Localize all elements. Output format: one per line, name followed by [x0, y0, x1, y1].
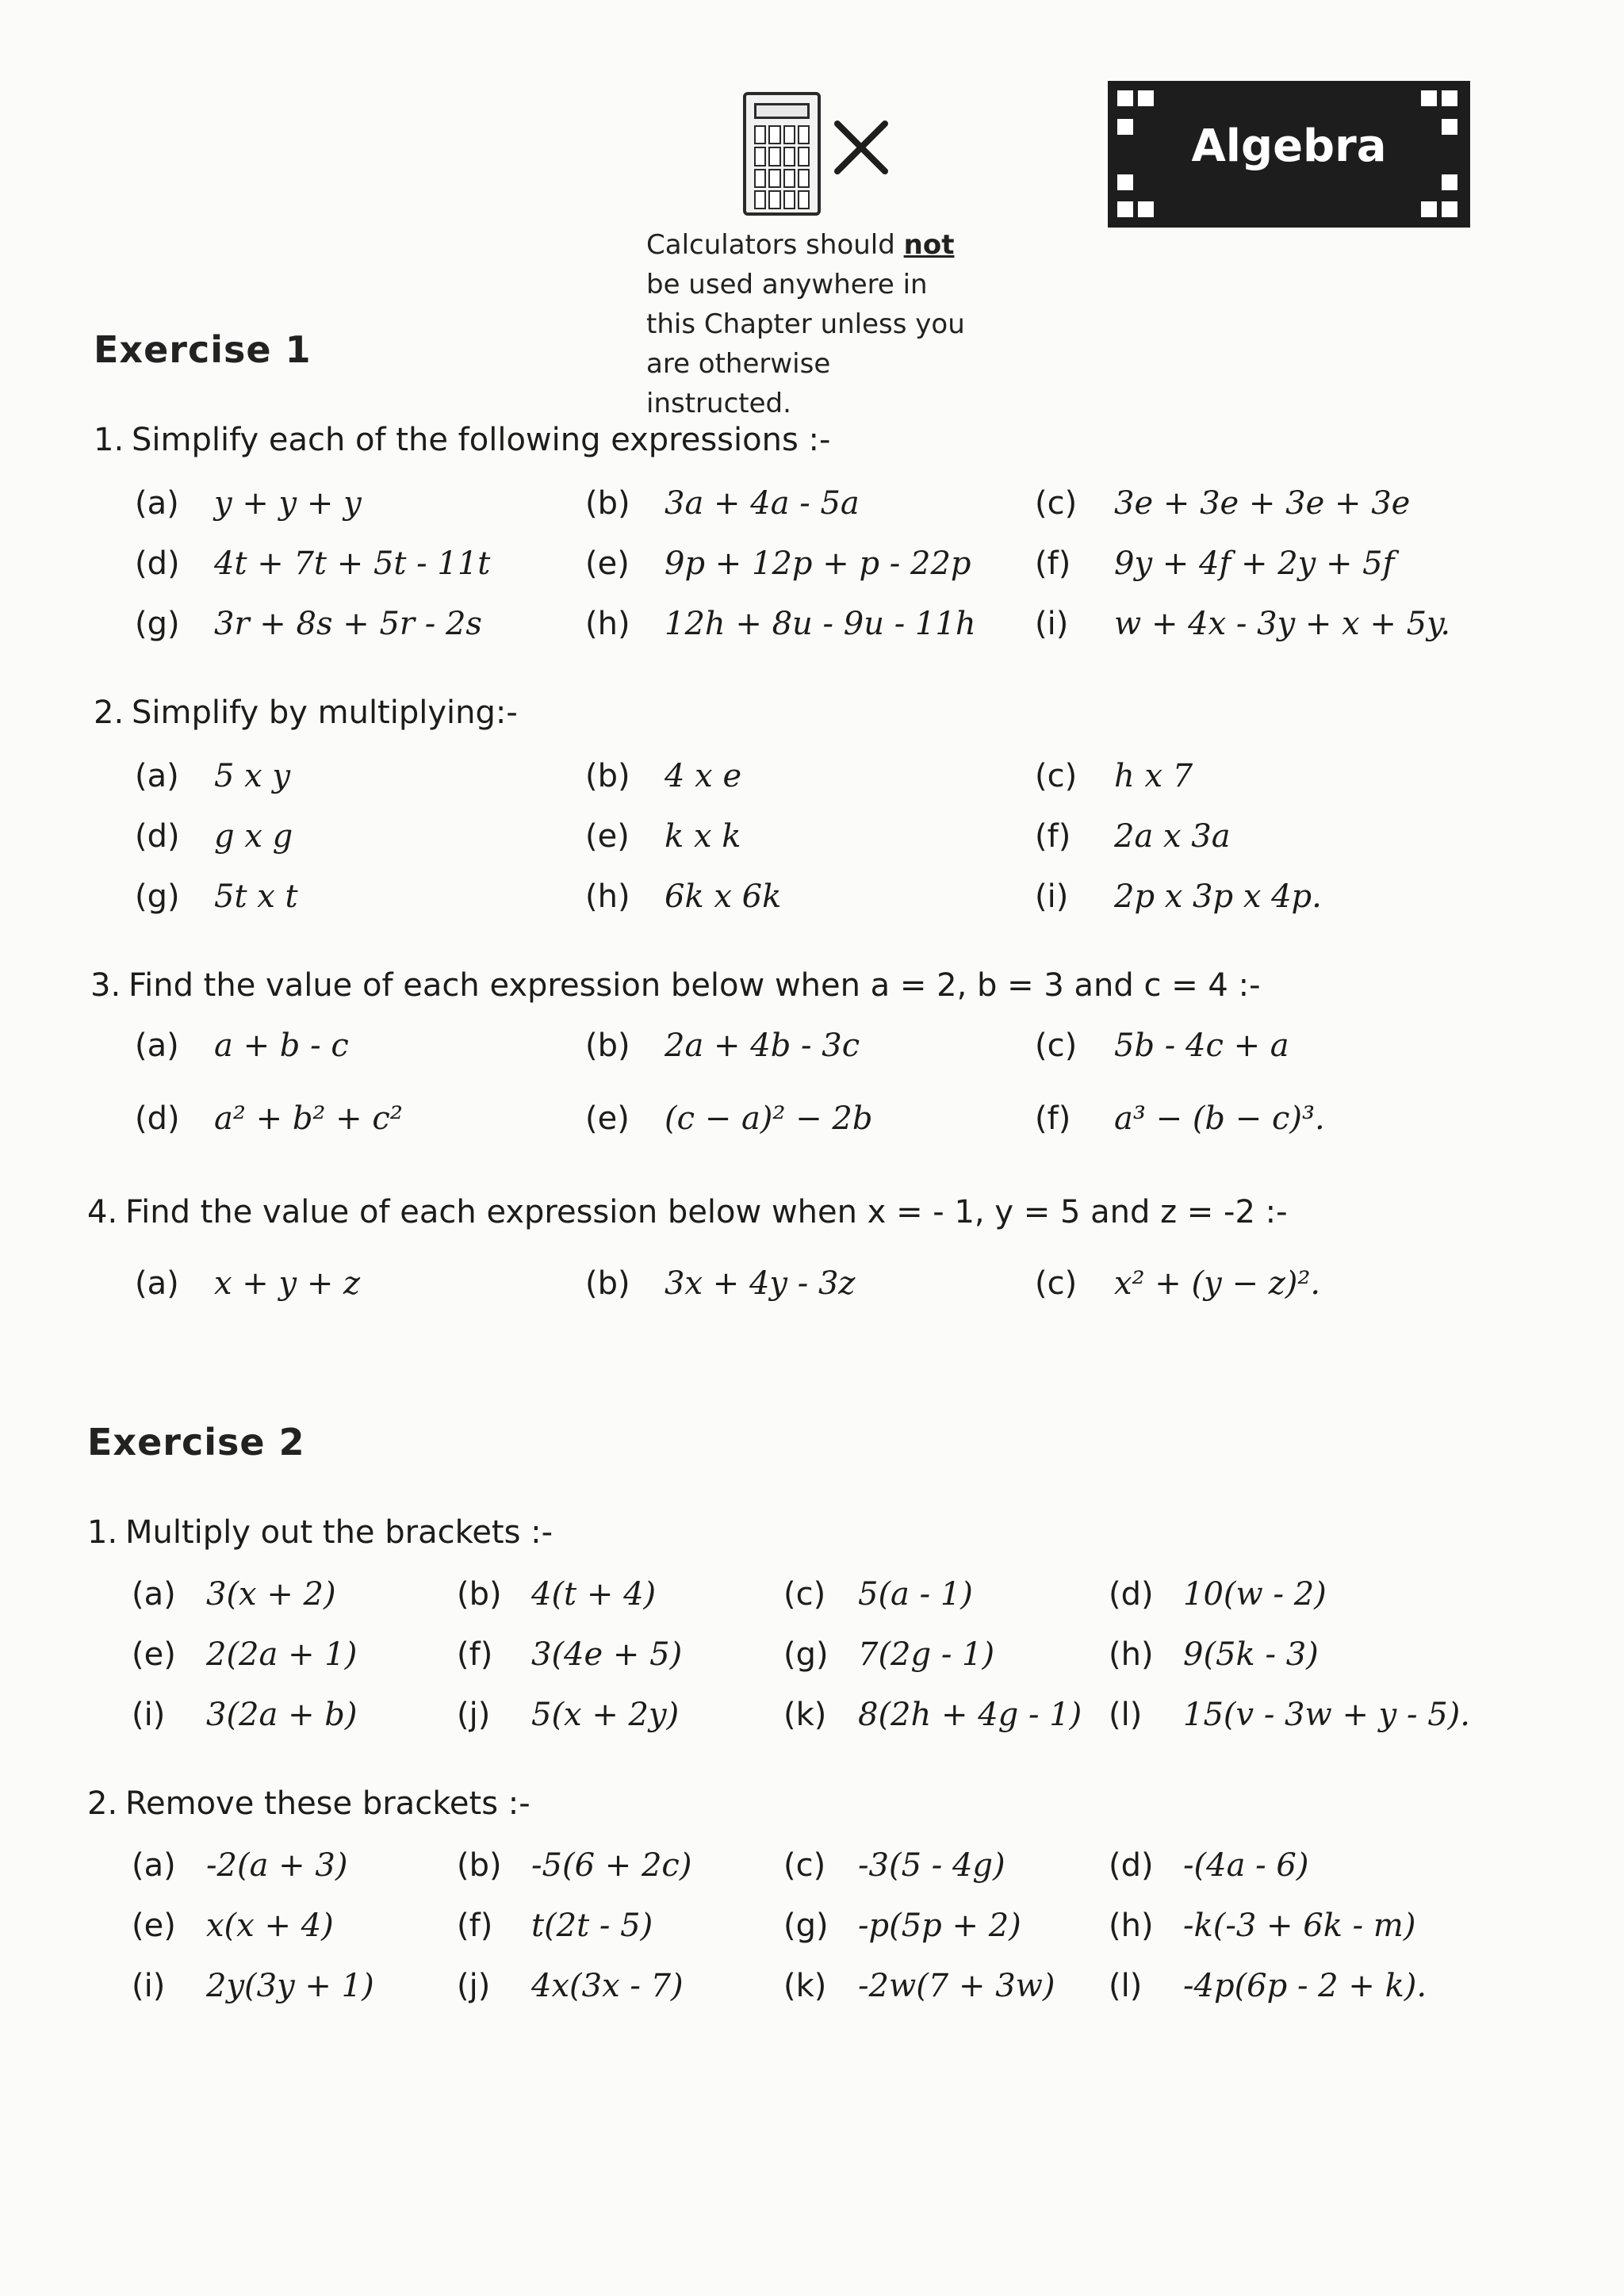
list-item: (b) 2a + 4b - 3c — [585, 1027, 860, 1064]
list-item: (a) y + y + y — [135, 485, 362, 522]
list-item: (h) 9(5k - 3) — [1109, 1636, 1319, 1673]
list-item: (e) 9p + 12p + p - 22p — [585, 545, 971, 582]
list-item: (h) -k(-3 + 6k - m) — [1109, 1908, 1416, 1944]
list-item: (d) g x g — [135, 818, 293, 855]
list-item: (c) 5b - 4c + a — [1035, 1027, 1289, 1064]
list-item: (i) 2y(3y + 1) — [132, 1968, 374, 2004]
list-item: (c) 5(a - 1) — [783, 1576, 973, 1613]
list-item: (d) a² + b² + c² — [135, 1100, 403, 1137]
list-item: (h) 6k x 6k — [585, 878, 782, 915]
chapter-banner — [1108, 81, 1470, 228]
list-item: (l) -4p(6p - 2 + k). — [1109, 1968, 1427, 2004]
list-item: (d) -(4a - 6) — [1109, 1847, 1309, 1884]
list-item: (g) 7(2g - 1) — [783, 1636, 995, 1673]
list-item: (c) h x 7 — [1035, 758, 1193, 794]
list-item: (i) 3(2a + b) — [132, 1697, 358, 1733]
list-item: (a) a + b - c — [135, 1027, 349, 1064]
calculator-icon — [743, 92, 821, 216]
list-item: (a) 3(x + 2) — [132, 1576, 336, 1613]
list-item: (b) -5(6 + 2c) — [457, 1847, 692, 1884]
list-item: (k) -2w(7 + 3w) — [783, 1968, 1055, 2004]
list-item: (e) (c − a)² − 2b — [585, 1100, 873, 1137]
list-item: (g) -p(5p + 2) — [783, 1908, 1021, 1944]
list-item: (c) x² + (y − z)². — [1035, 1265, 1321, 1302]
list-item: (c) 3e + 3e + 3e + 3e — [1035, 485, 1411, 522]
list-item: (f) 9y + 4f + 2y + 5f — [1035, 545, 1395, 582]
list-item: (a) 5 x y — [135, 758, 291, 794]
list-item: (d) 10(w - 2) — [1109, 1576, 1327, 1613]
list-item: (g) 5t x t — [135, 878, 298, 915]
list-item: (f) 3(4e + 5) — [457, 1636, 683, 1673]
list-item: (e) 2(2a + 1) — [132, 1636, 358, 1673]
list-item: (j) 5(x + 2y) — [457, 1697, 680, 1733]
question-1-1-prompt: 1. Simplify each of the following expressions :- — [94, 422, 831, 458]
chapter-title: Algebra — [1191, 121, 1387, 172]
list-item: (g) 3r + 8s + 5r - 2s — [135, 606, 482, 642]
list-item: (h) 12h + 8u - 9u - 11h — [585, 606, 976, 642]
list-item: (e) k x k — [585, 818, 741, 855]
calculator-note: Calculators should not be used anywhere in this Chapter unless you are otherwise instructed. — [646, 229, 965, 419]
list-item: (k) 8(2h + 4g - 1) — [783, 1697, 1082, 1733]
list-item: (f) 2a x 3a — [1035, 818, 1231, 855]
exercise-1-heading: Exercise 1 — [94, 328, 312, 371]
list-item: (b) 4 x e — [585, 758, 742, 794]
list-item: (a) -2(a + 3) — [132, 1847, 348, 1884]
list-item: (i) w + 4x - 3y + x + 5y. — [1035, 606, 1451, 642]
list-item: (i) 2p x 3p x 4p. — [1035, 878, 1322, 915]
question-1-2-prompt: 2. Simplify by multiplying:- — [94, 695, 518, 731]
exercise-2-heading: Exercise 2 — [87, 1421, 305, 1464]
cross-icon — [833, 119, 890, 176]
emphasis-not: not — [903, 229, 955, 261]
question-2-1-prompt: 1. Multiply out the brackets :- — [87, 1514, 553, 1551]
list-item: (b) 3a + 4a - 5a — [585, 485, 860, 522]
list-item: (d) 4t + 7t + 5t - 11t — [135, 545, 491, 582]
list-item: (e) x(x + 4) — [132, 1908, 334, 1944]
list-item: (c) -3(5 - 4g) — [783, 1847, 1005, 1884]
list-item: (f) t(2t - 5) — [457, 1908, 653, 1944]
list-item: (f) a³ − (b − c)³. — [1035, 1100, 1325, 1137]
list-item: (a) x + y + z — [135, 1265, 361, 1302]
list-item: (l) 15(v - 3w + y - 5). — [1109, 1697, 1470, 1733]
question-1-4-prompt: 4. Find the value of each expression below when x = - 1, y = 5 and z = -2 :- — [87, 1194, 1288, 1230]
list-item: (b) 4(t + 4) — [457, 1576, 657, 1613]
list-item: (j) 4x(3x - 7) — [457, 1968, 684, 2004]
list-item: (b) 3x + 4y - 3z — [585, 1265, 856, 1302]
question-2-2-prompt: 2. Remove these brackets :- — [87, 1785, 530, 1822]
question-1-3-prompt: 3. Find the value of each expression below when a = 2, b = 3 and c = 4 :- — [90, 967, 1261, 1004]
